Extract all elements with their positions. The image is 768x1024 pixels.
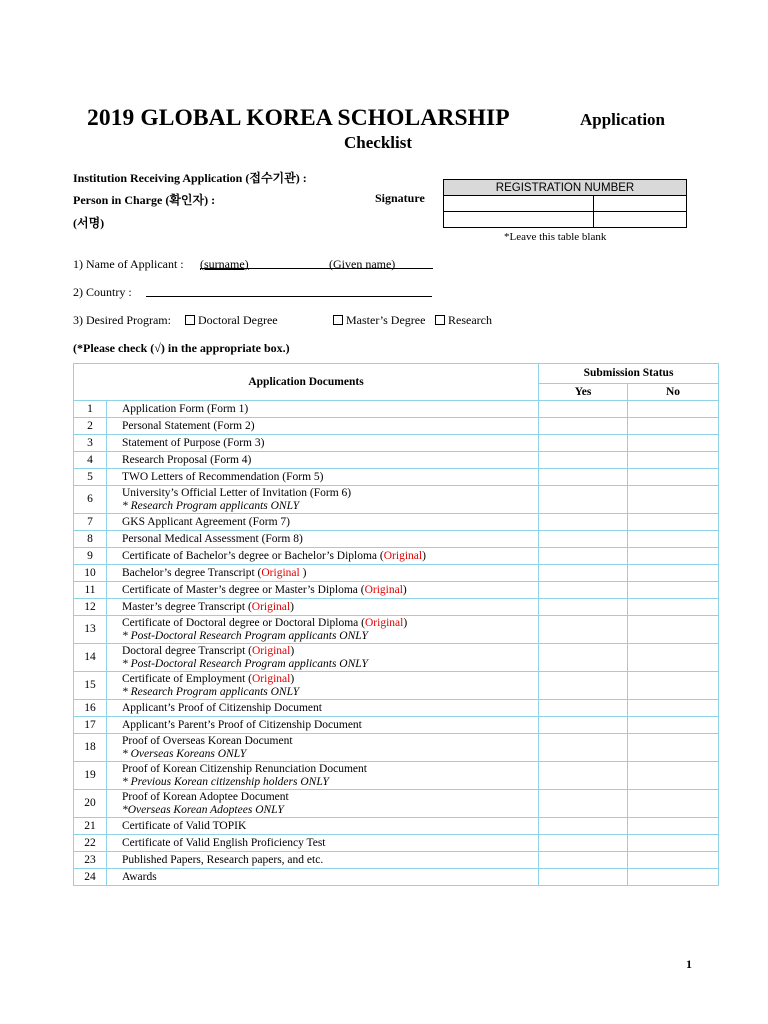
- document-cell: [107, 734, 539, 762]
- yes-checkbox-cell[interactable]: [539, 700, 628, 717]
- table-row: [74, 734, 719, 762]
- document-name: Applicant’s Proof of Citizenship Document: [122, 701, 322, 714]
- research-label: Research: [448, 313, 492, 327]
- yes-checkbox-cell[interactable]: [539, 548, 628, 565]
- table-row: [74, 790, 719, 818]
- document-name-suffix: ): [290, 672, 295, 685]
- document-cell: [107, 818, 539, 835]
- table-row: [74, 700, 719, 717]
- research-option[interactable]: [433, 313, 492, 328]
- given-name-hint: (Given name): [329, 257, 396, 271]
- table-row: [74, 644, 719, 672]
- table-row: [74, 717, 719, 734]
- row-number: 8: [74, 531, 107, 548]
- document-cell: [107, 548, 539, 565]
- document-name: Certificate of Employment (: [122, 672, 252, 685]
- document-cell: [107, 835, 539, 852]
- table-row: [74, 435, 719, 452]
- document-name: GKS Applicant Agreement (Form 7): [122, 515, 291, 528]
- original-tag: Original: [251, 644, 291, 657]
- document-name: TWO Letters of Recommendation (Form 5): [122, 470, 324, 483]
- row-number: 16: [74, 700, 107, 717]
- table-row: [74, 565, 719, 582]
- table-row: [74, 486, 719, 514]
- document-cell: [107, 644, 539, 672]
- yes-checkbox-cell[interactable]: [539, 644, 628, 672]
- original-tag: Original: [261, 566, 300, 579]
- yes-checkbox-cell[interactable]: [539, 469, 628, 486]
- document-cell: [107, 599, 539, 616]
- row-number: 3: [74, 435, 107, 452]
- document-cell: [107, 582, 539, 599]
- yes-checkbox-cell[interactable]: [539, 486, 628, 514]
- registration-note: *Leave this table blank: [504, 231, 607, 243]
- row-number: 20: [74, 790, 107, 818]
- registration-cell: [444, 212, 594, 228]
- yes-checkbox-cell[interactable]: [539, 599, 628, 616]
- document-note: * Research Program applicants ONLY: [122, 499, 300, 512]
- doctoral-degree-option[interactable]: [183, 313, 278, 328]
- no-checkbox-cell[interactable]: [628, 717, 719, 734]
- table-row: [74, 452, 719, 469]
- checkbox-icon[interactable]: [185, 315, 195, 325]
- document-name: Personal Statement (Form 2): [122, 419, 255, 432]
- yes-checkbox-cell[interactable]: [539, 435, 628, 452]
- row-number: 10: [74, 565, 107, 582]
- no-checkbox-cell[interactable]: [628, 599, 719, 616]
- document-name-suffix: ): [290, 600, 294, 613]
- submission-status-header: Submission Status: [539, 364, 719, 384]
- desired-program-label: 3) Desired Program:: [73, 313, 171, 327]
- document-note: * Post-Doctoral Research Program applicants ONLY: [122, 629, 368, 642]
- row-number: 4: [74, 452, 107, 469]
- document-note: * Overseas Koreans ONLY: [122, 747, 247, 760]
- name-underline[interactable]: [200, 268, 433, 269]
- yes-checkbox-cell[interactable]: [539, 616, 628, 644]
- no-checkbox-cell[interactable]: [628, 531, 719, 548]
- row-number: 23: [74, 852, 107, 869]
- original-tag: Original: [365, 616, 404, 629]
- document-name: Proof of Korean Citizenship Renunciation Document: [122, 762, 367, 775]
- document-name: Certificate of Doctoral degree or Doctoral Diploma (: [122, 616, 365, 629]
- document-note: * Post-Doctoral Research Program applicants ONLY: [122, 657, 368, 670]
- table-row: [74, 531, 719, 548]
- table-row: [74, 672, 719, 700]
- no-column-header: No: [628, 384, 719, 401]
- registration-number-table: [443, 179, 687, 228]
- registration-number-header: REGISTRATION NUMBER: [444, 180, 687, 196]
- table-row: [74, 762, 719, 790]
- no-checkbox-cell[interactable]: [628, 486, 719, 514]
- original-tag: Original: [251, 600, 291, 613]
- no-checkbox-cell[interactable]: [628, 452, 719, 469]
- document-name: Application Form (Form 1): [122, 402, 249, 415]
- document-name: Certificate of Master’s degree or Master’s Diploma (: [122, 583, 365, 596]
- no-checkbox-cell[interactable]: [628, 469, 719, 486]
- yes-checkbox-cell[interactable]: [539, 565, 628, 582]
- no-checkbox-cell[interactable]: [628, 565, 719, 582]
- document-name-suffix: ): [403, 616, 408, 629]
- table-row: [74, 818, 719, 835]
- original-tag: Original: [364, 583, 403, 596]
- no-checkbox-cell[interactable]: [628, 582, 719, 599]
- surname-hint: (surname): [200, 257, 249, 271]
- row-number: 17: [74, 717, 107, 734]
- no-checkbox-cell[interactable]: [628, 852, 719, 869]
- country-underline[interactable]: [146, 296, 432, 297]
- row-number: 24: [74, 869, 107, 886]
- no-checkbox-cell[interactable]: [628, 818, 719, 835]
- document-name: Bachelor’s degree Transcript (: [122, 566, 262, 579]
- yes-checkbox-cell[interactable]: [539, 531, 628, 548]
- document-note: *Overseas Korean Adoptees ONLY: [122, 803, 284, 816]
- table-row: [74, 469, 719, 486]
- yes-checkbox-cell[interactable]: [539, 869, 628, 886]
- document-name: Applicant’s Parent’s Proof of Citizenship Document: [122, 718, 362, 731]
- no-checkbox-cell[interactable]: [628, 616, 719, 644]
- checkbox-icon[interactable]: [333, 315, 343, 325]
- table-row: [74, 548, 719, 565]
- document-cell: [107, 418, 539, 435]
- row-number: 6: [74, 486, 107, 514]
- document-subtitle: Checklist: [344, 133, 412, 152]
- no-checkbox-cell[interactable]: [628, 762, 719, 790]
- document-note: * Research Program applicants ONLY: [122, 685, 300, 698]
- table-row: [74, 599, 719, 616]
- row-number: 22: [74, 835, 107, 852]
- row-number: 21: [74, 818, 107, 835]
- yes-checkbox-cell[interactable]: [539, 762, 628, 790]
- document-name: Published Papers, Research papers, and etc.: [122, 853, 324, 866]
- document-cell: [107, 790, 539, 818]
- document-name: Proof of Korean Adoptee Document: [122, 790, 289, 803]
- document-cell: [107, 514, 539, 531]
- document-name: Research Proposal (Form 4): [122, 453, 252, 466]
- registration-cell: [444, 196, 594, 212]
- original-tag: Original: [383, 549, 423, 562]
- document-name: Certificate of Bachelor’s degree or Bachelor’s Diploma (: [122, 549, 384, 562]
- yes-checkbox-cell[interactable]: [539, 514, 628, 531]
- yes-checkbox-cell[interactable]: [539, 401, 628, 418]
- masters-degree-option[interactable]: [331, 313, 425, 328]
- registration-cell: [594, 212, 687, 228]
- row-number: 5: [74, 469, 107, 486]
- name-of-applicant-label: 1) Name of Applicant :: [73, 257, 184, 271]
- no-checkbox-cell[interactable]: [628, 401, 719, 418]
- no-checkbox-cell[interactable]: [628, 548, 719, 565]
- document-name: Proof of Overseas Korean Document: [122, 734, 293, 747]
- institution-label: Institution Receiving Application (접수기관) :: [73, 171, 307, 185]
- no-checkbox-cell[interactable]: [628, 418, 719, 435]
- document-name: Doctoral degree Transcript (: [122, 644, 252, 657]
- document-cell: [107, 452, 539, 469]
- original-tag: Original: [251, 672, 291, 685]
- signature-korean-label: (서명): [73, 216, 105, 230]
- document-name: Certificate of Valid English Proficiency Test: [122, 836, 326, 849]
- document-name-suffix: ): [402, 583, 407, 596]
- yes-checkbox-cell[interactable]: [539, 452, 628, 469]
- table-row: [74, 514, 719, 531]
- document-cell: [107, 486, 539, 514]
- table-row: [74, 869, 719, 886]
- yes-checkbox-cell[interactable]: [539, 852, 628, 869]
- yes-checkbox-cell[interactable]: [539, 818, 628, 835]
- signature-label: Signature: [375, 191, 425, 205]
- no-checkbox-cell[interactable]: [628, 700, 719, 717]
- masters-degree-label: Master’s Degree: [346, 313, 426, 327]
- row-number: 19: [74, 762, 107, 790]
- document-cell: [107, 762, 539, 790]
- no-checkbox-cell[interactable]: [628, 790, 719, 818]
- document-cell: [107, 401, 539, 418]
- document-cell: [107, 672, 539, 700]
- document-cell: [107, 565, 539, 582]
- no-checkbox-cell[interactable]: [628, 835, 719, 852]
- row-number: 15: [74, 672, 107, 700]
- document-cell: [107, 717, 539, 734]
- registration-cell: [594, 196, 687, 212]
- row-number: 18: [74, 734, 107, 762]
- row-number: 9: [74, 548, 107, 565]
- no-checkbox-cell[interactable]: [628, 644, 719, 672]
- doctoral-degree-label: Doctoral Degree: [198, 313, 278, 327]
- document-name: Personal Medical Assessment (Form 8): [122, 532, 303, 545]
- row-number: 14: [74, 644, 107, 672]
- row-number: 11: [74, 582, 107, 599]
- document-name: Certificate of Valid TOPIK: [122, 819, 247, 832]
- yes-checkbox-cell[interactable]: [539, 672, 628, 700]
- document-name-suffix: ): [299, 566, 307, 579]
- document-cell: [107, 852, 539, 869]
- documents-column-header: Application Documents: [74, 364, 539, 401]
- table-row: [74, 835, 719, 852]
- table-row: [74, 616, 719, 644]
- row-number: 13: [74, 616, 107, 644]
- yes-column-header: Yes: [539, 384, 628, 401]
- document-cell: [107, 469, 539, 486]
- document-title-suffix: Application: [580, 110, 666, 129]
- row-number: 12: [74, 599, 107, 616]
- document-cell: [107, 435, 539, 452]
- document-cell: [107, 531, 539, 548]
- document-cell: [107, 700, 539, 717]
- person-in-charge-label: Person in Charge (확인자) :: [73, 193, 216, 207]
- no-checkbox-cell[interactable]: [628, 514, 719, 531]
- row-number: 7: [74, 514, 107, 531]
- check-instruction: (*Please check (√) in the appropriate box.): [73, 341, 290, 355]
- table-row: [74, 582, 719, 599]
- no-checkbox-cell[interactable]: [628, 672, 719, 700]
- document-note: * Previous Korean citizenship holders ONLY: [122, 775, 329, 788]
- row-number: 2: [74, 418, 107, 435]
- yes-checkbox-cell[interactable]: [539, 734, 628, 762]
- document-name-suffix: ): [422, 549, 426, 562]
- checkbox-icon[interactable]: [435, 315, 445, 325]
- document-name: University’s Official Letter of Invitation (Form 6): [122, 486, 352, 499]
- yes-checkbox-cell[interactable]: [539, 418, 628, 435]
- no-checkbox-cell[interactable]: [628, 869, 719, 886]
- document-cell: [107, 616, 539, 644]
- table-row: [74, 852, 719, 869]
- yes-checkbox-cell[interactable]: [539, 717, 628, 734]
- no-checkbox-cell[interactable]: [628, 435, 719, 452]
- page-number: 1: [686, 957, 692, 971]
- document-name-suffix: ): [290, 644, 295, 657]
- row-number: 1: [74, 401, 107, 418]
- document-title: 2019 GLOBAL KOREA SCHOLARSHIP: [87, 105, 510, 131]
- yes-checkbox-cell[interactable]: [539, 790, 628, 818]
- yes-checkbox-cell[interactable]: [539, 835, 628, 852]
- country-label: 2) Country :: [73, 285, 132, 299]
- document-name: Awards: [122, 870, 157, 883]
- yes-checkbox-cell[interactable]: [539, 582, 628, 599]
- document-cell: [107, 869, 539, 886]
- table-row: [74, 418, 719, 435]
- application-documents-table: [73, 363, 719, 886]
- document-name: Statement of Purpose (Form 3): [122, 436, 265, 449]
- table-row: [74, 401, 719, 418]
- document-name: Master’s degree Transcript (: [122, 600, 252, 613]
- no-checkbox-cell[interactable]: [628, 734, 719, 762]
